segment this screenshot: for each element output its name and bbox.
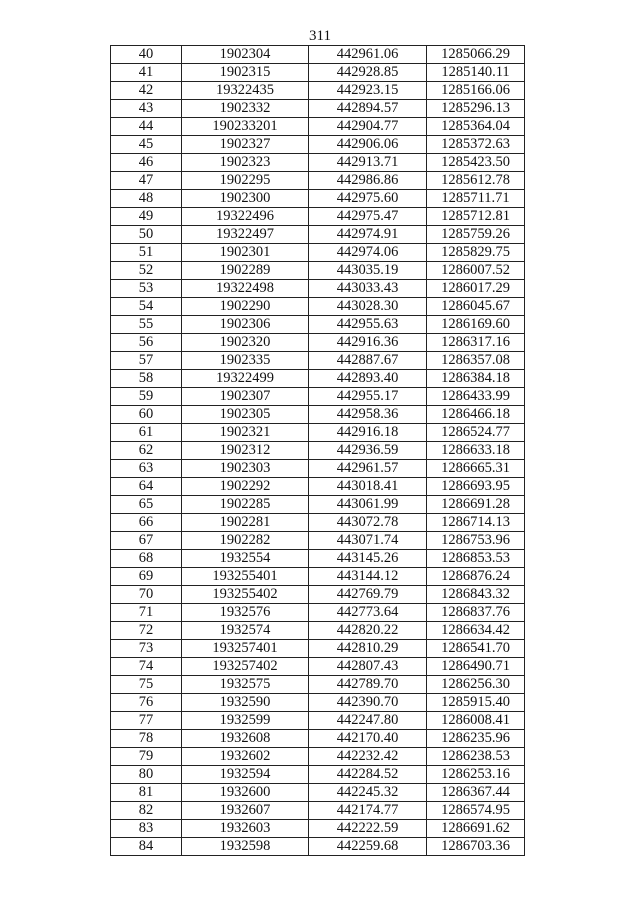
point-id-cell: 1902290 bbox=[182, 298, 309, 316]
x-coordinate-cell: 442259.68 bbox=[309, 838, 427, 856]
point-id-cell: 1902327 bbox=[182, 136, 309, 154]
x-coordinate-cell: 442923.15 bbox=[309, 82, 427, 100]
table-row bbox=[111, 604, 525, 622]
y-coordinate-cell: 1286253.16 bbox=[427, 766, 525, 784]
y-coordinate-cell: 1286843.32 bbox=[427, 586, 525, 604]
point-id-cell: 1932594 bbox=[182, 766, 309, 784]
y-coordinate-cell: 1286045.67 bbox=[427, 298, 525, 316]
table-row bbox=[111, 730, 525, 748]
y-coordinate-cell: 1286007.52 bbox=[427, 262, 525, 280]
y-coordinate-cell: 1286574.95 bbox=[427, 802, 525, 820]
row-number-cell: 57 bbox=[111, 352, 182, 370]
y-coordinate-cell: 1286238.53 bbox=[427, 748, 525, 766]
point-id-cell: 1932608 bbox=[182, 730, 309, 748]
point-id-cell: 1902307 bbox=[182, 388, 309, 406]
row-number-cell: 40 bbox=[111, 46, 182, 64]
point-id-cell: 1902300 bbox=[182, 190, 309, 208]
table-row bbox=[111, 100, 525, 118]
point-id-cell: 1902312 bbox=[182, 442, 309, 460]
table-row bbox=[111, 316, 525, 334]
row-number-cell: 65 bbox=[111, 496, 182, 514]
x-coordinate-cell: 442807.43 bbox=[309, 658, 427, 676]
x-coordinate-cell: 442773.64 bbox=[309, 604, 427, 622]
table-row bbox=[111, 748, 525, 766]
x-coordinate-cell: 442961.06 bbox=[309, 46, 427, 64]
row-number-cell: 60 bbox=[111, 406, 182, 424]
y-coordinate-cell: 1285372.63 bbox=[427, 136, 525, 154]
y-coordinate-cell: 1286837.76 bbox=[427, 604, 525, 622]
row-number-cell: 51 bbox=[111, 244, 182, 262]
table-row bbox=[111, 658, 525, 676]
y-coordinate-cell: 1285759.26 bbox=[427, 226, 525, 244]
x-coordinate-cell: 443071.74 bbox=[309, 532, 427, 550]
table-row bbox=[111, 190, 525, 208]
y-coordinate-cell: 1285711.71 bbox=[427, 190, 525, 208]
table-row bbox=[111, 784, 525, 802]
x-coordinate-cell: 443061.99 bbox=[309, 496, 427, 514]
point-id-cell: 19322496 bbox=[182, 208, 309, 226]
row-number-cell: 67 bbox=[111, 532, 182, 550]
point-id-cell: 19322498 bbox=[182, 280, 309, 298]
y-coordinate-cell: 1285364.04 bbox=[427, 118, 525, 136]
y-coordinate-cell: 1286384.18 bbox=[427, 370, 525, 388]
point-id-cell: 19322497 bbox=[182, 226, 309, 244]
point-id-cell: 1902301 bbox=[182, 244, 309, 262]
x-coordinate-cell: 442789.70 bbox=[309, 676, 427, 694]
table-row bbox=[111, 172, 525, 190]
table-row bbox=[111, 622, 525, 640]
y-coordinate-cell: 1285166.06 bbox=[427, 82, 525, 100]
point-id-cell: 1902292 bbox=[182, 478, 309, 496]
row-number-cell: 54 bbox=[111, 298, 182, 316]
point-id-cell: 19322499 bbox=[182, 370, 309, 388]
row-number-cell: 43 bbox=[111, 100, 182, 118]
table-row bbox=[111, 280, 525, 298]
row-number-cell: 82 bbox=[111, 802, 182, 820]
y-coordinate-cell: 1285612.78 bbox=[427, 172, 525, 190]
table-row bbox=[111, 64, 525, 82]
x-coordinate-cell: 442916.18 bbox=[309, 424, 427, 442]
row-number-cell: 69 bbox=[111, 568, 182, 586]
y-coordinate-cell: 1286017.29 bbox=[427, 280, 525, 298]
x-coordinate-cell: 443035.19 bbox=[309, 262, 427, 280]
table-row bbox=[111, 550, 525, 568]
table-row bbox=[111, 154, 525, 172]
x-coordinate-cell: 442913.71 bbox=[309, 154, 427, 172]
x-coordinate-cell: 443033.43 bbox=[309, 280, 427, 298]
table-row bbox=[111, 352, 525, 370]
table-row bbox=[111, 370, 525, 388]
row-number-cell: 61 bbox=[111, 424, 182, 442]
y-coordinate-cell: 1286753.96 bbox=[427, 532, 525, 550]
y-coordinate-cell: 1286665.31 bbox=[427, 460, 525, 478]
point-id-cell: 1902305 bbox=[182, 406, 309, 424]
table-row bbox=[111, 640, 525, 658]
row-number-cell: 56 bbox=[111, 334, 182, 352]
row-number-cell: 62 bbox=[111, 442, 182, 460]
y-coordinate-cell: 1286524.77 bbox=[427, 424, 525, 442]
table-row bbox=[111, 406, 525, 424]
point-id-cell: 1902306 bbox=[182, 316, 309, 334]
point-id-cell: 1902332 bbox=[182, 100, 309, 118]
table-row bbox=[111, 586, 525, 604]
row-number-cell: 55 bbox=[111, 316, 182, 334]
table-row bbox=[111, 460, 525, 478]
table-row bbox=[111, 208, 525, 226]
row-number-cell: 73 bbox=[111, 640, 182, 658]
point-id-cell: 193257401 bbox=[182, 640, 309, 658]
y-coordinate-cell: 1286008.41 bbox=[427, 712, 525, 730]
row-number-cell: 64 bbox=[111, 478, 182, 496]
row-number-cell: 79 bbox=[111, 748, 182, 766]
table-row bbox=[111, 820, 525, 838]
row-number-cell: 74 bbox=[111, 658, 182, 676]
table-row bbox=[111, 802, 525, 820]
table-row bbox=[111, 532, 525, 550]
y-coordinate-cell: 1286433.99 bbox=[427, 388, 525, 406]
y-coordinate-cell: 1286714.13 bbox=[427, 514, 525, 532]
x-coordinate-cell: 442284.52 bbox=[309, 766, 427, 784]
point-id-cell: 1932575 bbox=[182, 676, 309, 694]
y-coordinate-cell: 1286633.18 bbox=[427, 442, 525, 460]
table-row bbox=[111, 442, 525, 460]
x-coordinate-cell: 442174.77 bbox=[309, 802, 427, 820]
x-coordinate-cell: 442820.22 bbox=[309, 622, 427, 640]
point-id-cell: 1932590 bbox=[182, 694, 309, 712]
x-coordinate-cell: 442955.17 bbox=[309, 388, 427, 406]
y-coordinate-cell: 1285066.29 bbox=[427, 46, 525, 64]
point-id-cell: 1902282 bbox=[182, 532, 309, 550]
x-coordinate-cell: 442986.86 bbox=[309, 172, 427, 190]
x-coordinate-cell: 442247.80 bbox=[309, 712, 427, 730]
table-row bbox=[111, 496, 525, 514]
point-id-cell: 1932574 bbox=[182, 622, 309, 640]
point-id-cell: 1932554 bbox=[182, 550, 309, 568]
row-number-cell: 47 bbox=[111, 172, 182, 190]
row-number-cell: 58 bbox=[111, 370, 182, 388]
point-id-cell: 1932576 bbox=[182, 604, 309, 622]
point-id-cell: 1902335 bbox=[182, 352, 309, 370]
x-coordinate-cell: 442916.36 bbox=[309, 334, 427, 352]
row-number-cell: 75 bbox=[111, 676, 182, 694]
x-coordinate-cell: 442906.06 bbox=[309, 136, 427, 154]
row-number-cell: 66 bbox=[111, 514, 182, 532]
table-row bbox=[111, 424, 525, 442]
y-coordinate-cell: 1285915.40 bbox=[427, 694, 525, 712]
y-coordinate-cell: 1286169.60 bbox=[427, 316, 525, 334]
y-coordinate-cell: 1286317.16 bbox=[427, 334, 525, 352]
x-coordinate-cell: 442961.57 bbox=[309, 460, 427, 478]
table-row bbox=[111, 334, 525, 352]
x-coordinate-cell: 442974.06 bbox=[309, 244, 427, 262]
x-coordinate-cell: 443144.12 bbox=[309, 568, 427, 586]
y-coordinate-cell: 1285140.11 bbox=[427, 64, 525, 82]
table-row bbox=[111, 694, 525, 712]
row-number-cell: 77 bbox=[111, 712, 182, 730]
x-coordinate-cell: 442974.91 bbox=[309, 226, 427, 244]
y-coordinate-cell: 1286466.18 bbox=[427, 406, 525, 424]
point-id-cell: 1932598 bbox=[182, 838, 309, 856]
table-row bbox=[111, 262, 525, 280]
y-coordinate-cell: 1285712.81 bbox=[427, 208, 525, 226]
point-id-cell: 1902289 bbox=[182, 262, 309, 280]
point-id-cell: 193257402 bbox=[182, 658, 309, 676]
table-row bbox=[111, 514, 525, 532]
x-coordinate-cell: 443072.78 bbox=[309, 514, 427, 532]
y-coordinate-cell: 1286235.96 bbox=[427, 730, 525, 748]
table-row bbox=[111, 46, 525, 64]
point-id-cell: 1932607 bbox=[182, 802, 309, 820]
table-row bbox=[111, 712, 525, 730]
y-coordinate-cell: 1286691.28 bbox=[427, 496, 525, 514]
y-coordinate-cell: 1286357.08 bbox=[427, 352, 525, 370]
y-coordinate-cell: 1286703.36 bbox=[427, 838, 525, 856]
point-id-cell: 1932600 bbox=[182, 784, 309, 802]
row-number-cell: 63 bbox=[111, 460, 182, 478]
point-id-cell: 193255402 bbox=[182, 586, 309, 604]
x-coordinate-cell: 442936.59 bbox=[309, 442, 427, 460]
row-number-cell: 52 bbox=[111, 262, 182, 280]
table-row bbox=[111, 766, 525, 784]
point-id-cell: 1932599 bbox=[182, 712, 309, 730]
table-row bbox=[111, 298, 525, 316]
table-row bbox=[111, 118, 525, 136]
row-number-cell: 53 bbox=[111, 280, 182, 298]
y-coordinate-cell: 1285829.75 bbox=[427, 244, 525, 262]
y-coordinate-cell: 1286876.24 bbox=[427, 568, 525, 586]
table-row bbox=[111, 388, 525, 406]
row-number-cell: 45 bbox=[111, 136, 182, 154]
row-number-cell: 78 bbox=[111, 730, 182, 748]
row-number-cell: 49 bbox=[111, 208, 182, 226]
x-coordinate-cell: 442222.59 bbox=[309, 820, 427, 838]
row-number-cell: 41 bbox=[111, 64, 182, 82]
y-coordinate-cell: 1286853.53 bbox=[427, 550, 525, 568]
table-row bbox=[111, 226, 525, 244]
y-coordinate-cell: 1286256.30 bbox=[427, 676, 525, 694]
point-id-cell: 1902303 bbox=[182, 460, 309, 478]
x-coordinate-cell: 442894.57 bbox=[309, 100, 427, 118]
point-id-cell: 190233201 bbox=[182, 118, 309, 136]
x-coordinate-cell: 442390.70 bbox=[309, 694, 427, 712]
x-coordinate-cell: 442769.79 bbox=[309, 586, 427, 604]
x-coordinate-cell: 442810.29 bbox=[309, 640, 427, 658]
point-id-cell: 193255401 bbox=[182, 568, 309, 586]
y-coordinate-cell: 1285423.50 bbox=[427, 154, 525, 172]
row-number-cell: 84 bbox=[111, 838, 182, 856]
point-id-cell: 1902304 bbox=[182, 46, 309, 64]
x-coordinate-cell: 442958.36 bbox=[309, 406, 427, 424]
table-row bbox=[111, 568, 525, 586]
x-coordinate-cell: 442928.85 bbox=[309, 64, 427, 82]
point-id-cell: 19322435 bbox=[182, 82, 309, 100]
y-coordinate-cell: 1285296.13 bbox=[427, 100, 525, 118]
point-id-cell: 1902281 bbox=[182, 514, 309, 532]
row-number-cell: 44 bbox=[111, 118, 182, 136]
y-coordinate-cell: 1286490.71 bbox=[427, 658, 525, 676]
point-id-cell: 1902323 bbox=[182, 154, 309, 172]
row-number-cell: 59 bbox=[111, 388, 182, 406]
table-row bbox=[111, 244, 525, 262]
page-number: 311 bbox=[309, 28, 331, 44]
x-coordinate-cell: 443018.41 bbox=[309, 478, 427, 496]
row-number-cell: 68 bbox=[111, 550, 182, 568]
point-id-cell: 1902285 bbox=[182, 496, 309, 514]
point-id-cell: 1902321 bbox=[182, 424, 309, 442]
table-row bbox=[111, 676, 525, 694]
x-coordinate-cell: 442887.67 bbox=[309, 352, 427, 370]
x-coordinate-cell: 443028.30 bbox=[309, 298, 427, 316]
row-number-cell: 81 bbox=[111, 784, 182, 802]
row-number-cell: 80 bbox=[111, 766, 182, 784]
table-row bbox=[111, 478, 525, 496]
row-number-cell: 72 bbox=[111, 622, 182, 640]
x-coordinate-cell: 442975.60 bbox=[309, 190, 427, 208]
row-number-cell: 50 bbox=[111, 226, 182, 244]
x-coordinate-cell: 442232.42 bbox=[309, 748, 427, 766]
x-coordinate-cell: 442170.40 bbox=[309, 730, 427, 748]
row-number-cell: 70 bbox=[111, 586, 182, 604]
y-coordinate-cell: 1286367.44 bbox=[427, 784, 525, 802]
y-coordinate-cell: 1286541.70 bbox=[427, 640, 525, 658]
row-number-cell: 83 bbox=[111, 820, 182, 838]
table-row bbox=[111, 82, 525, 100]
x-coordinate-cell: 443145.26 bbox=[309, 550, 427, 568]
row-number-cell: 76 bbox=[111, 694, 182, 712]
row-number-cell: 46 bbox=[111, 154, 182, 172]
x-coordinate-cell: 442975.47 bbox=[309, 208, 427, 226]
table-body bbox=[111, 46, 525, 856]
y-coordinate-cell: 1286691.62 bbox=[427, 820, 525, 838]
x-coordinate-cell: 442893.40 bbox=[309, 370, 427, 388]
x-coordinate-cell: 442955.63 bbox=[309, 316, 427, 334]
table-row bbox=[111, 136, 525, 154]
point-id-cell: 1932603 bbox=[182, 820, 309, 838]
point-id-cell: 1902315 bbox=[182, 64, 309, 82]
table-row bbox=[111, 838, 525, 856]
row-number-cell: 48 bbox=[111, 190, 182, 208]
x-coordinate-cell: 442245.32 bbox=[309, 784, 427, 802]
coordinates-table bbox=[110, 45, 525, 856]
point-id-cell: 1902320 bbox=[182, 334, 309, 352]
y-coordinate-cell: 1286634.42 bbox=[427, 622, 525, 640]
point-id-cell: 1902295 bbox=[182, 172, 309, 190]
row-number-cell: 42 bbox=[111, 82, 182, 100]
x-coordinate-cell: 442904.77 bbox=[309, 118, 427, 136]
row-number-cell: 71 bbox=[111, 604, 182, 622]
y-coordinate-cell: 1286693.95 bbox=[427, 478, 525, 496]
point-id-cell: 1932602 bbox=[182, 748, 309, 766]
